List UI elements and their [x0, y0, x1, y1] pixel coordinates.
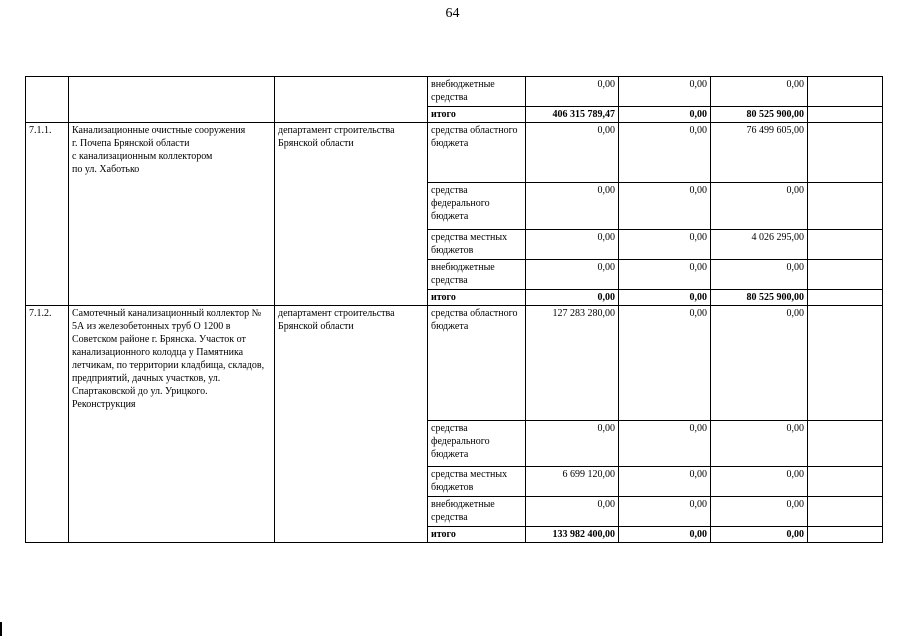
fund-source-cell: средства областного бюджета: [428, 306, 526, 421]
amount-cell: 80 525 900,00: [711, 290, 808, 306]
table-row: [26, 77, 883, 107]
fund-source-cell: средства местных бюджетов: [428, 467, 526, 497]
amount-cell: 0,00: [619, 497, 711, 527]
amount-cell: 0,00: [619, 77, 711, 107]
amount-cell: 0,00: [711, 260, 808, 290]
fund-source-cell: внебюджетные средства: [428, 497, 526, 527]
amount-cell: 0,00: [526, 260, 619, 290]
amount-cell: 0,00: [711, 183, 808, 230]
name-cell: Канализационные очистные сооружения г. Почепа Брянской области с канализационным коллектором по ул. Хаботько: [69, 123, 275, 306]
amount-cell: 0,00: [526, 77, 619, 107]
fund-source-cell: средства федерального бюджета: [428, 183, 526, 230]
table-row: [26, 123, 883, 183]
empty-cell: [808, 260, 883, 290]
budget-table: [25, 76, 883, 543]
amount-cell: 0,00: [711, 527, 808, 543]
amount-cell: 0,00: [711, 306, 808, 421]
amount-cell: 0,00: [619, 107, 711, 123]
amount-cell: 0,00: [619, 421, 711, 467]
fund-source-cell: средства областного бюджета: [428, 123, 526, 183]
empty-cell: [808, 77, 883, 107]
name-cell: Самотечный канализационный коллектор № 5А из железобетонных труб О 1200 в Советском районе г. Брянска. Участок от канализационного колодца у Памятника летчикам, по территории кладбища, складов, предприятий, дачных участков, ул. Спартаковской до ул. Урицкого. Реконструкция: [69, 306, 275, 543]
amount-cell: 0,00: [526, 183, 619, 230]
amount-cell: 6 699 120,00: [526, 467, 619, 497]
code-cell: 7.1.2.: [26, 306, 69, 543]
fund-source-cell: средства местных бюджетов: [428, 230, 526, 260]
amount-cell: 0,00: [619, 123, 711, 183]
fund-source-cell: итого: [428, 107, 526, 123]
fund-source-cell: средства федерального бюджета: [428, 421, 526, 467]
amount-cell: 0,00: [619, 260, 711, 290]
fund-source-cell: итого: [428, 527, 526, 543]
amount-cell: 133 982 400,00: [526, 527, 619, 543]
amount-cell: 0,00: [711, 497, 808, 527]
empty-cell: [808, 306, 883, 421]
amount-cell: 0,00: [619, 467, 711, 497]
executor-cell: департамент строительства Брянской области: [275, 123, 428, 306]
amount-cell: 0,00: [711, 421, 808, 467]
empty-cell: [808, 123, 883, 183]
amount-cell: 0,00: [526, 497, 619, 527]
amount-cell: 76 499 605,00: [711, 123, 808, 183]
executor-cell: [275, 77, 428, 123]
amount-cell: 0,00: [619, 230, 711, 260]
code-cell: [26, 77, 69, 123]
scan-edge-mark: [0, 622, 2, 636]
empty-cell: [808, 107, 883, 123]
fund-source-cell: внебюджетные средства: [428, 77, 526, 107]
amount-cell: 0,00: [711, 77, 808, 107]
empty-cell: [808, 183, 883, 230]
empty-cell: [808, 497, 883, 527]
amount-cell: 0,00: [619, 527, 711, 543]
amount-cell: 0,00: [619, 306, 711, 421]
fund-source-cell: внебюджетные средства: [428, 260, 526, 290]
amount-cell: 0,00: [526, 290, 619, 306]
amount-cell: 4 026 295,00: [711, 230, 808, 260]
empty-cell: [808, 230, 883, 260]
amount-cell: 0,00: [526, 421, 619, 467]
amount-cell: 0,00: [526, 123, 619, 183]
name-cell: [69, 77, 275, 123]
executor-cell: департамент строительства Брянской области: [275, 306, 428, 543]
empty-cell: [808, 290, 883, 306]
page-number: 64: [445, 6, 460, 21]
empty-cell: [808, 527, 883, 543]
empty-cell: [808, 421, 883, 467]
code-cell: 7.1.1.: [26, 123, 69, 306]
table-row: [26, 306, 883, 421]
amount-cell: 80 525 900,00: [711, 107, 808, 123]
amount-cell: 0,00: [526, 230, 619, 260]
amount-cell: 127 283 280,00: [526, 306, 619, 421]
amount-cell: 0,00: [619, 183, 711, 230]
amount-cell: 0,00: [711, 467, 808, 497]
empty-cell: [808, 467, 883, 497]
amount-cell: 406 315 789,47: [526, 107, 619, 123]
amount-cell: 0,00: [619, 290, 711, 306]
fund-source-cell: итого: [428, 290, 526, 306]
